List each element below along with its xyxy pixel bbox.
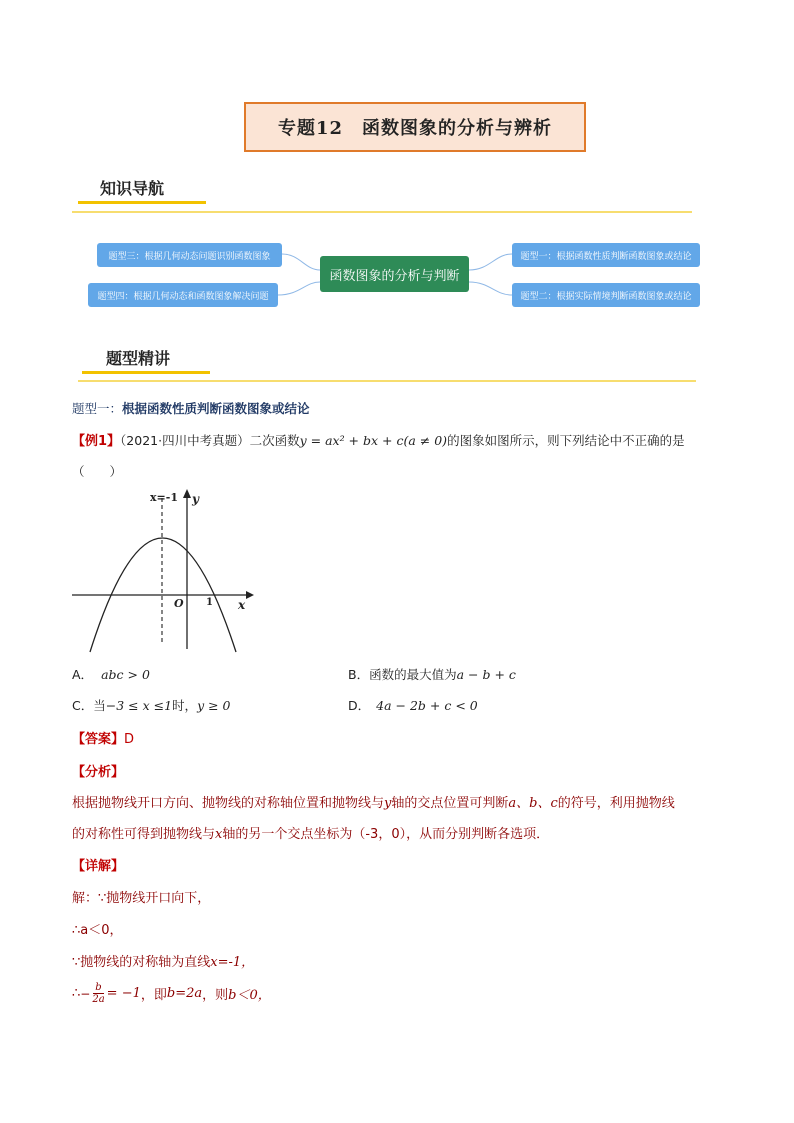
analysis-line-1 (72, 792, 675, 811)
analysis-var-abc: a、b、c (508, 796, 558, 811)
option-c[interactable] (72, 696, 231, 714)
parabola-graph (68, 484, 258, 654)
mindmap-node-type-two: 题型二：根据实际情境判断函数图象或结论 (512, 283, 700, 307)
detail-math: b＜0， (228, 988, 271, 1003)
example-rest: 的图象如图所示，则下列结论中不正确的是 (447, 433, 685, 448)
analysis-var-y: y (384, 796, 392, 811)
option-c-text2: 时， (172, 698, 198, 713)
option-d[interactable] (348, 696, 478, 714)
section-heading-question-types: 题型精讲 (106, 349, 171, 368)
y-axis-label: y (192, 492, 199, 506)
option-d-letter: D． (348, 698, 371, 713)
symmetry-axis-label: x=-1 (150, 491, 178, 504)
detail-line-4: ∴ − $\frac{b}{2a}$ = −1 ，即 b=2a ，则 b＜0， (72, 982, 271, 1005)
type-one-heading (72, 399, 310, 417)
option-d-math: 4a − 2b + c < 0 (376, 698, 478, 713)
option-b-letter: B． (348, 667, 370, 682)
mindmap-center-node: 函数图象的分析与判断 (320, 256, 469, 292)
detail-text: ，则 (202, 988, 229, 1003)
mindmap-node-type-one: 题型一：根据函数性质判断函数图象或结论 (512, 243, 700, 267)
detail-math: = −1 (106, 986, 141, 1001)
option-a-letter: A． (72, 667, 94, 682)
option-b-math: a − b + c (456, 667, 516, 682)
option-c-math2: y ≥ 0 (197, 698, 231, 713)
mindmap-node-type-three: 题型三：根据几何动态问题识别函数图象 (97, 243, 282, 267)
detail-line-2: ∴a＜0， (72, 923, 123, 938)
fraction (92, 982, 104, 1005)
analysis-text: 轴的另一个交点坐标为（-3，0），从而分别判断各选项． (222, 827, 550, 842)
example-1-stem (72, 430, 685, 449)
option-c-text: 当 (93, 698, 106, 713)
analysis-line-2 (72, 823, 549, 842)
analysis-text: 轴的交点位置可判断 (391, 796, 509, 811)
origin-label: O (174, 597, 184, 610)
detail-math: b=2a (166, 986, 203, 1001)
analysis-text: 的对称性可得到抛物线与 (72, 827, 216, 842)
type-one-label: 根据函数性质判断函数图象或结论 (122, 401, 310, 416)
example-source: （2021·四川中考真题）二次函数 (120, 433, 300, 448)
analysis-text: 根据抛物线开口方向、抛物线的对称轴位置和抛物线与 (72, 796, 385, 811)
example-formula: y = ax² + bx + c(a ≠ 0) (299, 433, 448, 448)
analysis-label: 【分析】 (72, 765, 125, 780)
example-tag: 【例1】 (72, 434, 121, 449)
section-underline (82, 371, 210, 374)
detail-text: ∴ (72, 986, 81, 1001)
detail-line-3 (72, 951, 254, 970)
option-b[interactable] (348, 665, 516, 683)
answer-label: 【答案】 (72, 732, 125, 747)
section-divider (78, 380, 696, 382)
mindmap-node-type-four: 题型四：根据几何动态和函数图象解决问题 (88, 283, 278, 307)
analysis-var-x: x (215, 827, 223, 842)
type-one-prefix: 题型一： (72, 401, 123, 416)
answer-line (72, 728, 134, 747)
option-b-text: 函数的最大值为 (369, 667, 457, 682)
example-paren: （ ） (72, 464, 123, 479)
option-a[interactable] (72, 665, 150, 683)
section-divider (72, 211, 692, 213)
detail-line-1: 解：∵抛物线开口向下， (72, 891, 211, 906)
detail-text: ∵抛物线的对称轴为直线 (72, 955, 211, 970)
detail-label: 【详解】 (72, 859, 125, 874)
option-a-math: abc > 0 (101, 667, 150, 682)
section-heading-knowledge-nav: 知识导航 (100, 179, 165, 198)
detail-math: x=-1， (210, 955, 255, 970)
page-title: 专题12 函数图象的分析与辨析 (244, 102, 586, 152)
option-c-letter: C． (72, 698, 94, 713)
fraction-numerator: b (95, 982, 102, 993)
fraction-denominator: 2a (92, 994, 105, 1005)
answer-value: D (124, 732, 135, 747)
section-underline (78, 201, 206, 204)
detail-text: ，即 (140, 988, 167, 1003)
x-axis-label: x (238, 598, 246, 612)
analysis-text: 的符号，利用抛物线 (557, 796, 675, 811)
tick-label-one: 1 (206, 597, 213, 608)
option-c-math1: −3 ≤ x ≤1 (105, 698, 173, 713)
